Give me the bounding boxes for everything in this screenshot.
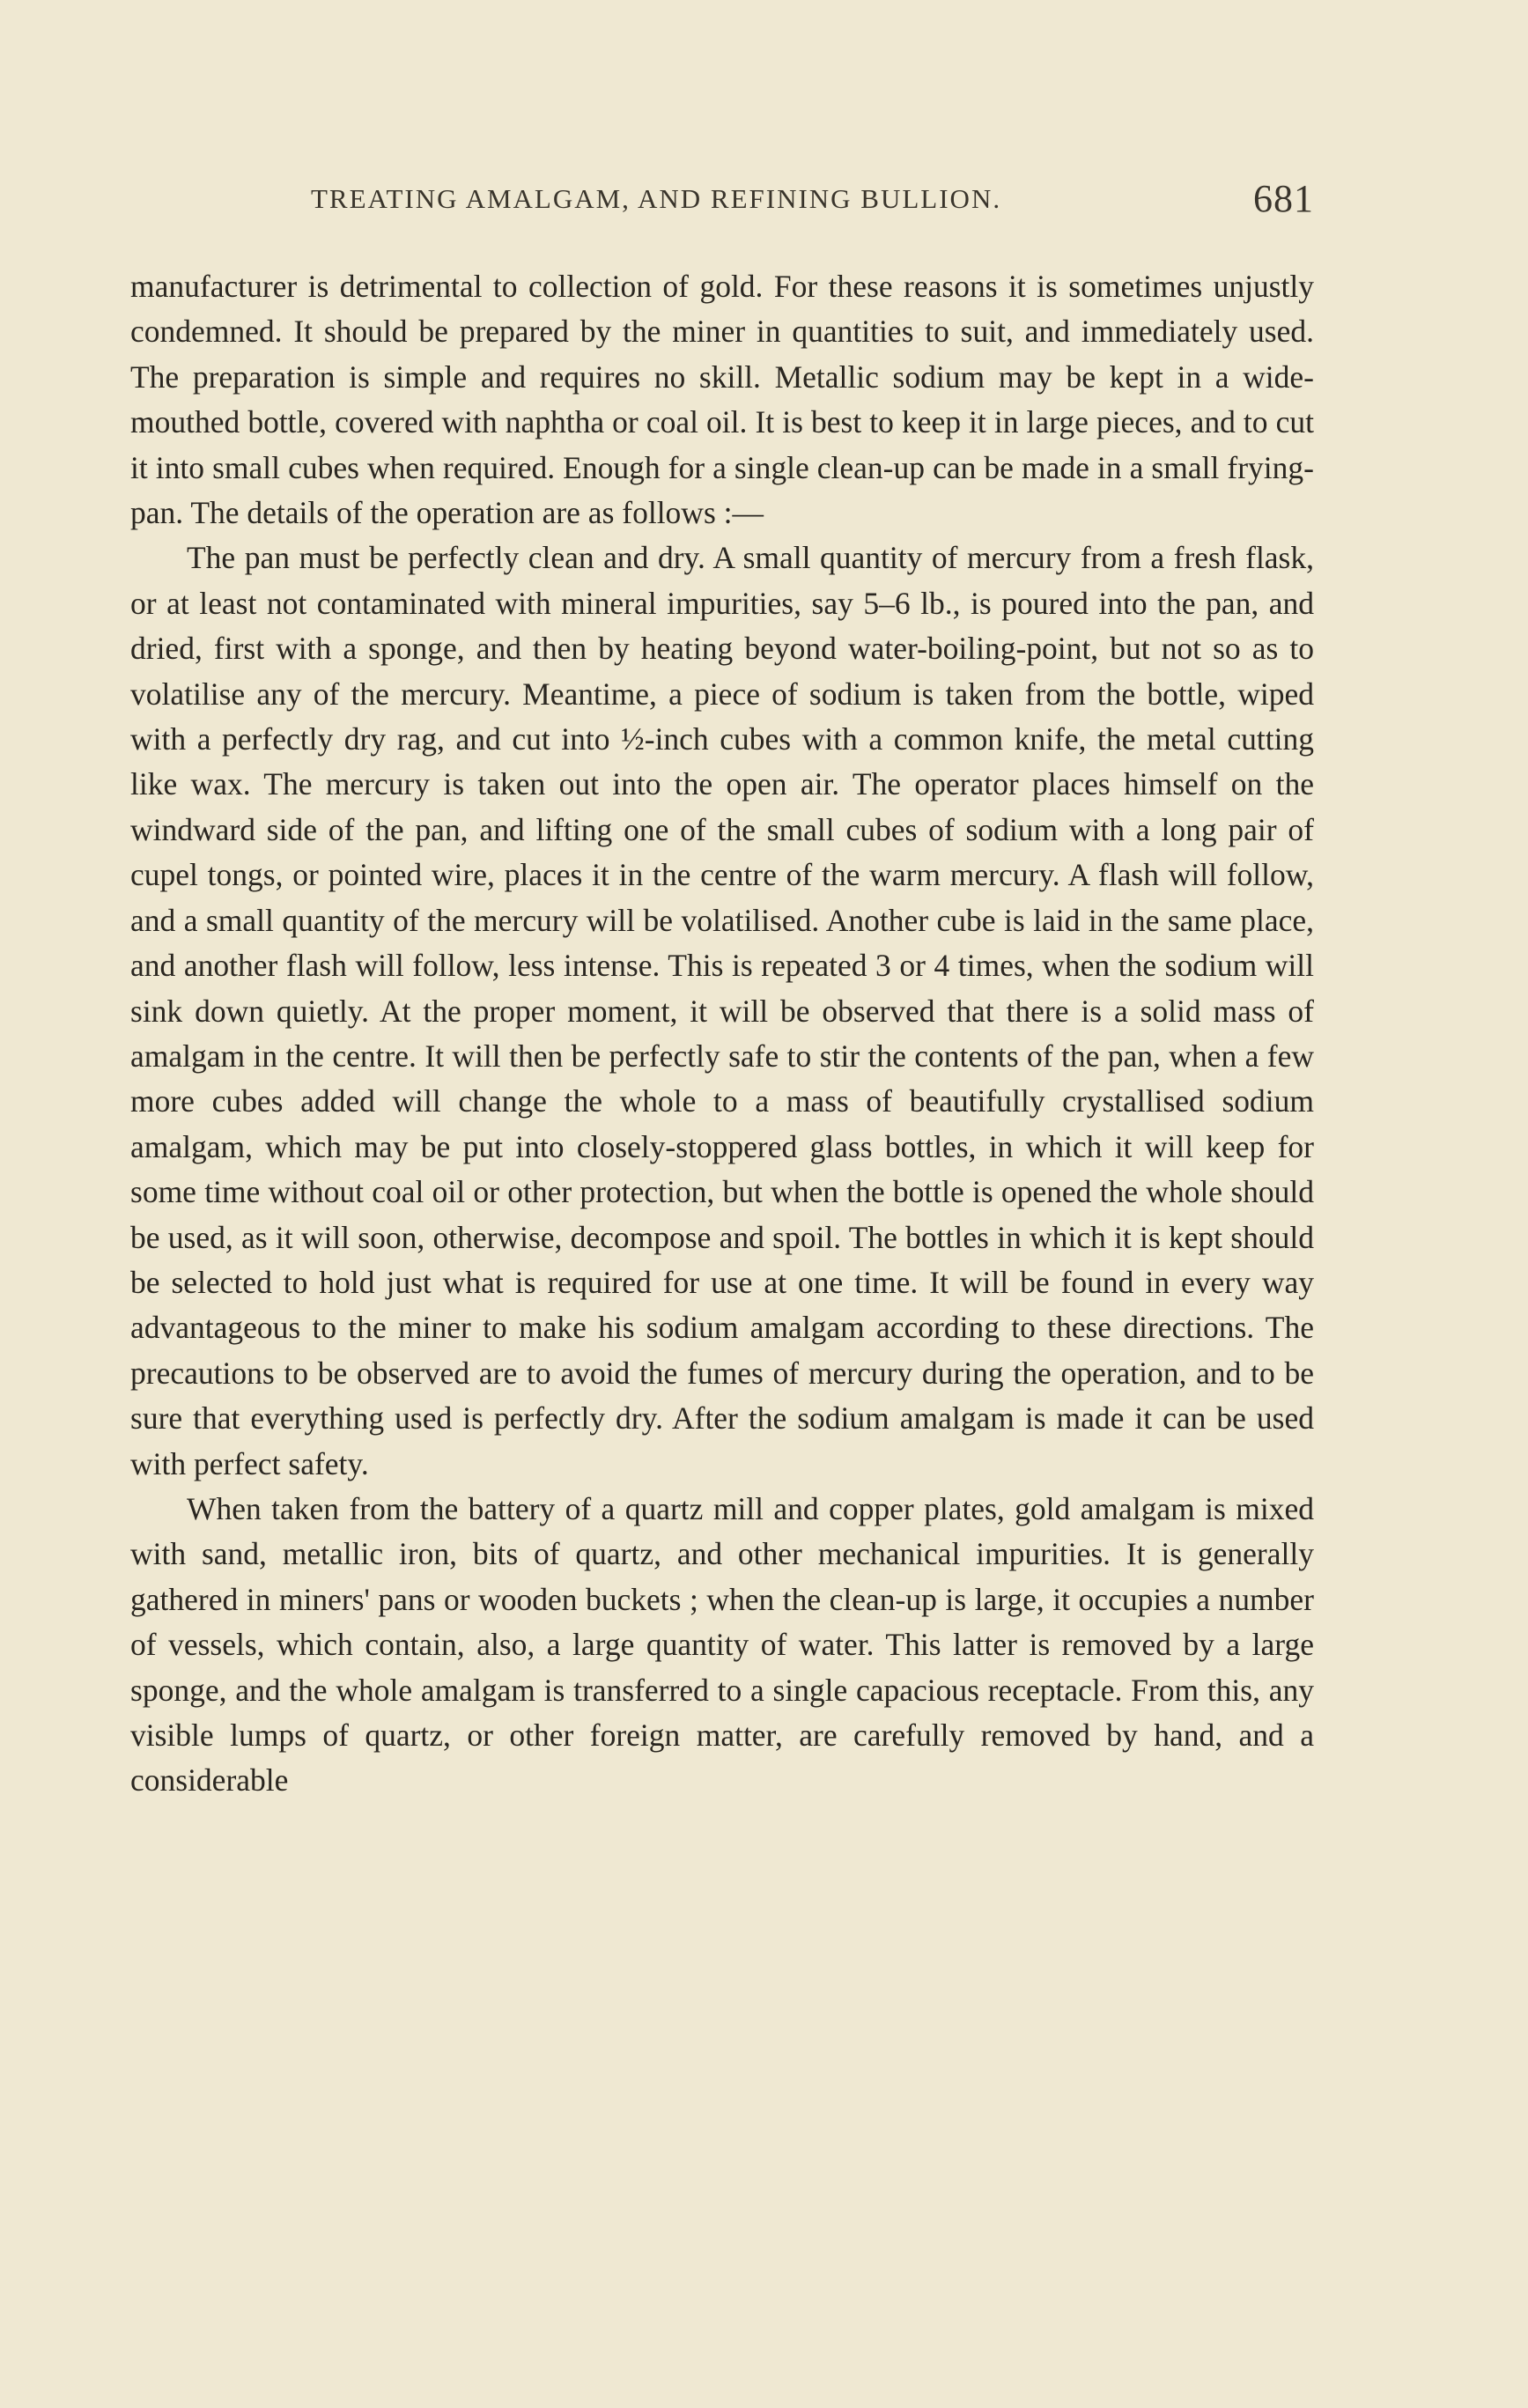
page-number: 681: [1253, 177, 1314, 220]
running-title: TREATING AMALGAM, AND REFINING BULLION.: [311, 183, 1002, 214]
running-header: [130, 176, 1314, 225]
paragraph-sodium-amalgam-preparation: The pan must be perfectly clean and dry. A small quantity of mercury from a fresh flask, or at least not contaminated with mineral impurities, say 5–6 lb., is poured into the pan, and dried, first with a sponge, and then by heating beyond water-boiling-point, but not so as to volatilise any of the mercury. Meantime, a piece of sodium is taken from the bottle, wiped with a perfectly dry rag, and cut into ½-inch cubes with a common knife, the metal cutting like wax. The mercury is taken out into the open air. The operator places himself on the windward side of the pan, and lifting one of the small cubes of sodium with a long pair of cupel tongs, or pointed wire, places it in the centre of the warm mercury. A flash will follow, and a small quantity of the mercury will be volatilised. Another cube is laid in the same place, and another flash will follow, less intense. This is repeated 3 or 4 times, when the sodium will sink down quietly. At the proper moment, it will be observed that there is a solid mass of amalgam in the centre. It will then be perfectly safe to stir the contents of the pan, when a few more cubes added will change the whole to a mass of beautifully crystallised sodium amalgam, which may be put into closely-stoppered glass bottles, in which it will keep for some time without coal oil or other protection, but when the bottle is opened the whole should be used, as it will soon, otherwise, decompose and spoil. The bottles in which it is kept should be selected to hold just what is required for use at one time. It will be found in every way advantageous to the miner to make his sodium amalgam according to these directions. The precautions to be observed are to avoid the fumes of mercury during the operation, and to be sure that everything used is perfectly dry. After the sodium amalgam is made it can be used with perfect safety.: [130, 540, 1314, 1481]
paragraph-gold-amalgam-cleanup: When taken from the battery of a quartz mill and copper plates, gold amalgam is mixed with sand, metallic iron, bits of quartz, and other mechanical impurities. It is generally gathered in miners' pans or wooden buckets ; when the clean-up is large, it occupies a number of vessels, which contain, also, a large quantity of water. This latter is removed by a large sponge, and the whole amalgam is transferred to a single capacious receptacle. From this, any visible lumps of quartz, or other foreign matter, are carefully removed by hand, and a considerable: [130, 1490, 1314, 1799]
body-text: [130, 264, 1314, 1804]
book-page: [130, 176, 1314, 1804]
paragraph-continued: manufacturer is detrimental to collection of gold. For these reasons it is sometimes unjustly condemned. It should be prepared by the miner in quantities to suit, and immediately used. The preparation is simple and requires no skill. Metallic sodium may be kept in a wide-mouthed bottle, covered with naphtha or coal oil. It is best to keep it in large pieces, and to cut it into small cubes when required. Enough for a single clean-up can be made in a small frying-pan. The details of the operation are as follows :—: [130, 269, 1314, 531]
